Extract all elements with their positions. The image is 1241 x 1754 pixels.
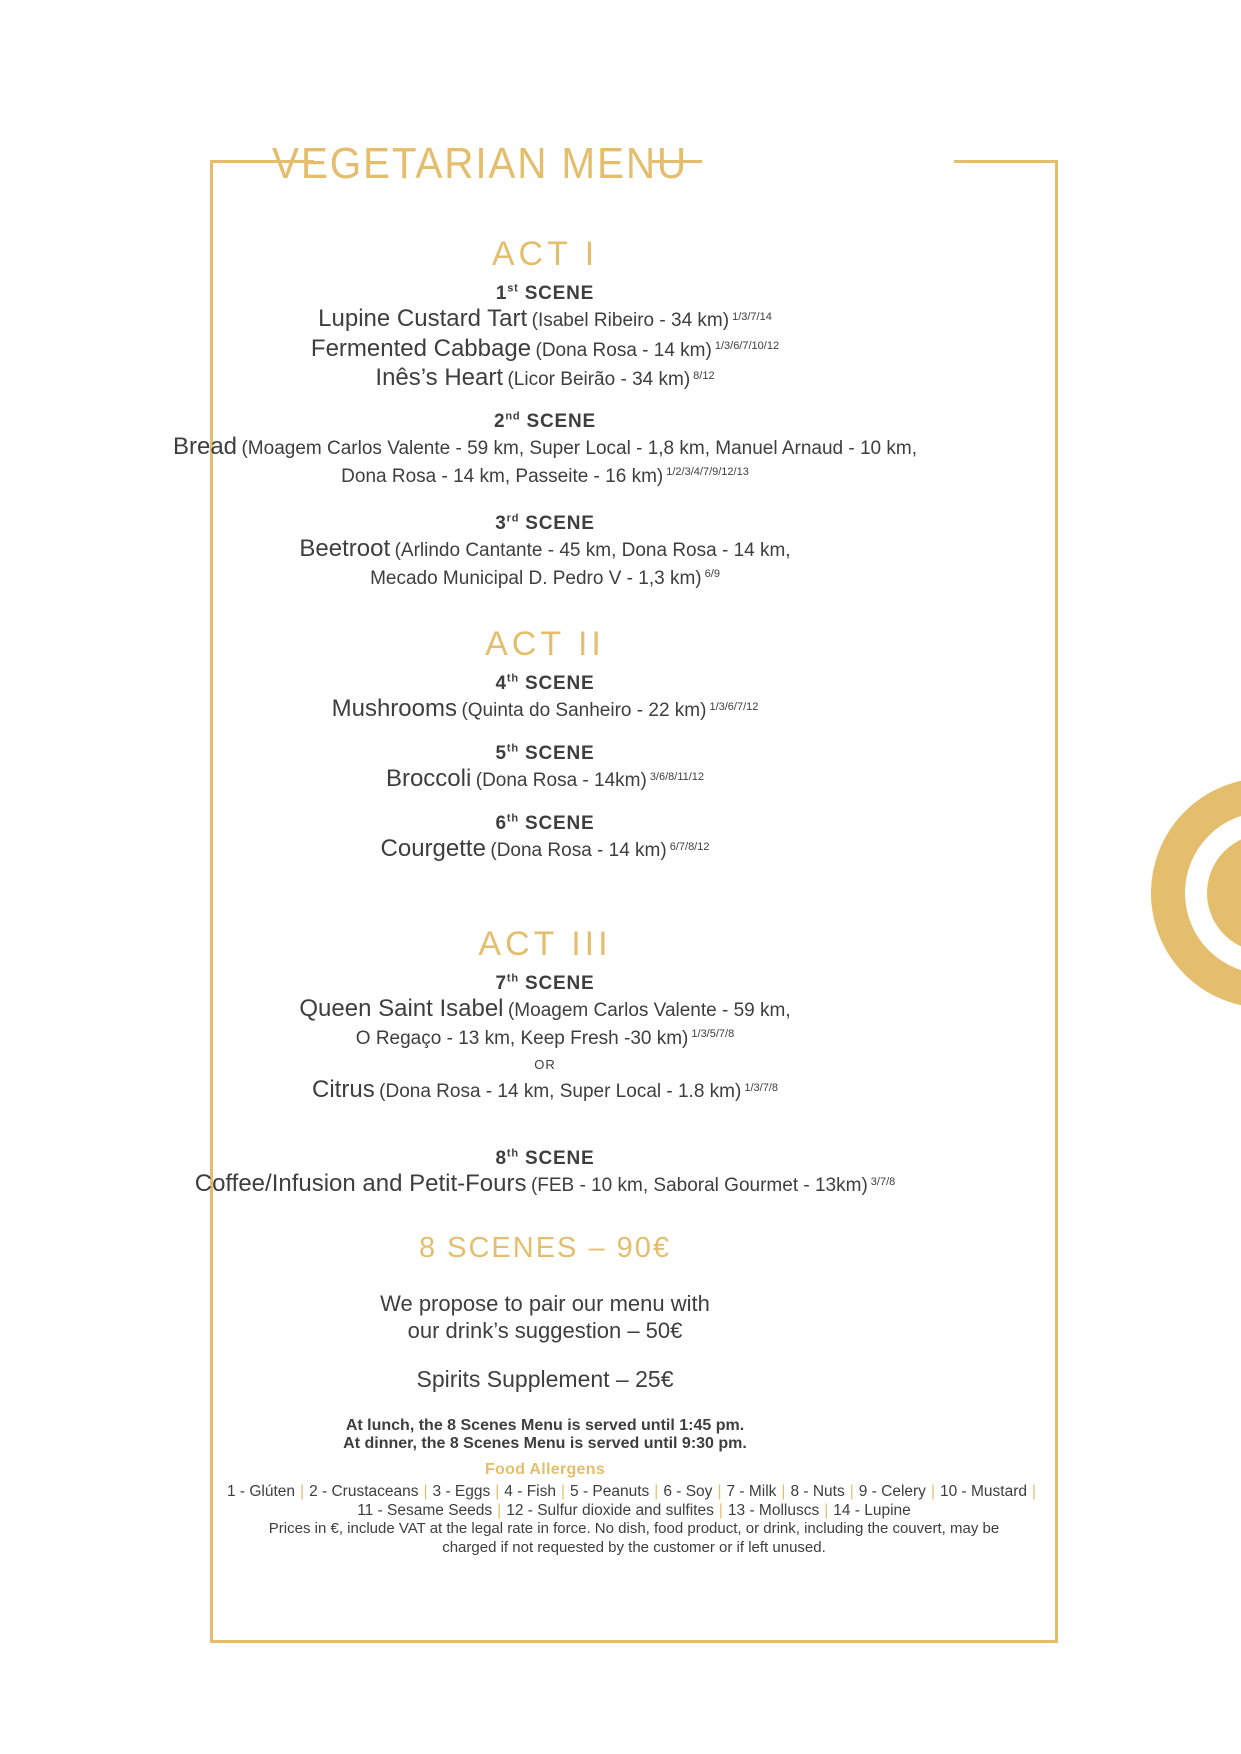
allergen-codes: 1/2/3/4/7/9/12/13 — [666, 466, 749, 479]
allergen-item: 3 - Eggs — [432, 1483, 491, 1500]
dish-name: Broccoli — [385, 765, 472, 792]
frame-top-right-segment — [954, 160, 1058, 163]
scene-header: 7th SCENE — [495, 972, 595, 994]
menu-item-line — [170, 996, 920, 1026]
scene-block — [170, 1147, 920, 1201]
allergen-item: 14 - Lupine — [833, 1502, 911, 1519]
dinner-note: At dinner, the 8 Scenes Menu is served until 9:30 pm. — [343, 1434, 747, 1452]
scene-block — [170, 282, 920, 395]
separator: | — [495, 1483, 500, 1500]
allergen-codes: 1/3/7/14 — [732, 310, 772, 323]
supplier-detail: (Moagem Carlos Valente - 59 km, — [507, 1000, 791, 1021]
act-heading: ACT III — [478, 925, 612, 963]
scene-block — [170, 742, 920, 796]
dish-name: Beetroot — [299, 535, 391, 562]
menu-item-line — [170, 836, 920, 866]
menu-item-line — [170, 1026, 920, 1054]
scene-header: 3rd SCENE — [495, 512, 595, 534]
supplier-detail: (Licor Beirão - 34 km) — [507, 369, 691, 390]
allergen-item: 4 - Fish — [504, 1483, 556, 1500]
allergen-codes: 3/6/8/11/12 — [649, 770, 705, 783]
allergen-row-1 — [206, 1482, 1062, 1501]
allergen-item: 2 - Crustaceans — [309, 1483, 419, 1500]
page-title: VEGETARIAN MENU — [272, 139, 688, 188]
menu-item-line — [170, 336, 920, 366]
dish-name: Bread — [172, 433, 238, 460]
allergen-item: 1 - Glúten — [226, 1483, 296, 1500]
allergen-codes: 1/3/7/8 — [744, 1081, 778, 1094]
allergen-codes: 6/7/8/12 — [669, 840, 710, 853]
supplier-detail: (Arlindo Cantante - 45 km, Dona Rosa - 14 km, — [394, 540, 791, 561]
menu-item-line — [75, 434, 1015, 464]
menu-item-line — [170, 766, 920, 796]
dish-name: Inês’s Heart — [375, 364, 504, 391]
allergen-item: 11 - Sesame Seeds — [357, 1502, 493, 1519]
dish-name: Courgette — [380, 835, 486, 862]
pairing-line-2: our drink’s suggestion – 50€ — [407, 1318, 683, 1343]
dish-name: Coffee/Infusion and Petit-Fours — [194, 1170, 527, 1197]
menu-item-line — [170, 365, 920, 395]
menu-item-line — [170, 306, 920, 336]
separator: | — [1031, 1483, 1037, 1500]
separator: | — [930, 1483, 935, 1500]
supplier-detail: (Moagem Carlos Valente - 59 km, Super Local - 1,8 km, Manuel Arnaud - 10 km, — [241, 438, 917, 459]
dish-name: Citrus — [312, 1076, 375, 1103]
supplier-detail: (Dona Rosa - 14km) — [475, 770, 647, 791]
scene-block — [170, 672, 920, 726]
separator: | — [423, 1483, 428, 1500]
allergen-item: 5 - Peanuts — [570, 1483, 650, 1500]
separator: | — [718, 1502, 723, 1519]
separator: | — [849, 1483, 854, 1500]
scene-block — [170, 512, 920, 593]
allergen-codes: 1/3/6/7/10/12 — [714, 340, 780, 353]
act-heading: ACT I — [491, 235, 599, 273]
allergen-item: 9 - Celery — [858, 1483, 926, 1500]
allergen-item: 13 - Molluscs — [727, 1502, 820, 1519]
menu-item-line — [170, 1077, 920, 1107]
allergen-item: 6 - Soy — [663, 1483, 713, 1500]
separator: | — [717, 1483, 722, 1500]
fine-print — [206, 1482, 1062, 1557]
service-notes — [170, 1417, 920, 1452]
menu-price: 8 SCENES – 90€ — [418, 1232, 672, 1264]
supplier-detail: (Quinta do Sanheiro - 22 km) — [461, 700, 707, 721]
dish-name: Fermented Cabbage — [310, 334, 532, 362]
allergen-codes: 6/9 — [704, 568, 720, 581]
scene-header: 4th SCENE — [495, 672, 595, 694]
allergen-item: 10 - Mustard — [939, 1483, 1027, 1500]
allergen-codes: 3/7/8 — [870, 1175, 896, 1188]
allergen-codes: 8/12 — [693, 369, 715, 382]
scene-header: 5th SCENE — [495, 742, 595, 764]
scene-block — [170, 812, 920, 866]
supplier-detail: Mecado Municipal D. Pedro V - 1,3 km) — [370, 567, 702, 589]
act-heading: ACT II — [485, 625, 605, 663]
allergen-item: 8 - Nuts — [790, 1483, 845, 1500]
allergen-row-2 — [206, 1501, 1062, 1520]
supplier-detail: O Regaço - 13 km, Keep Fresh -30 km) — [355, 1027, 689, 1049]
allergen-codes: 1/3/6/7/12 — [709, 700, 759, 713]
pairing-line-1: We propose to pair our menu with — [380, 1291, 710, 1316]
disclaimer-line-1: Prices in €, include VAT at the legal rate in force. No dish, food product, or drink, including the couvert, may be — [268, 1520, 1000, 1537]
supplier-detail: (Dona Rosa - 14 km) — [535, 339, 712, 361]
scene-header: 6th SCENE — [495, 812, 595, 834]
scene-block — [170, 410, 920, 491]
supplier-detail: (Isabel Ribeiro - 34 km) — [531, 310, 730, 331]
dish-name: Lupine Custard Tart — [318, 305, 528, 332]
scene-header: 8th SCENE — [495, 1147, 595, 1169]
menu-item-line — [170, 696, 920, 726]
spirits-supplement: Spirits Supplement – 25€ — [416, 1366, 674, 1392]
brand-logo — [1051, 778, 1241, 1008]
frame-bottom-border — [210, 1640, 1058, 1643]
allergen-item: 12 - Sulfur dioxide and sulfites — [506, 1502, 714, 1519]
supplier-detail: (Dona Rosa - 14 km, Super Local - 1.8 km) — [379, 1081, 742, 1102]
allergen-item: 7 - Milk — [726, 1483, 777, 1500]
supplier-detail: Dona Rosa - 14 km, Passeite - 16 km) — [341, 465, 664, 487]
allergens-heading: Food Allergens — [484, 1461, 606, 1478]
dish-name: Mushrooms — [331, 695, 457, 722]
separator: | — [781, 1483, 786, 1500]
disclaimer-line-2: charged if not requested by the customer or if left unused. — [442, 1538, 826, 1556]
or-separator: OR — [534, 1057, 556, 1072]
separator: | — [824, 1502, 829, 1519]
pricing-disclaimer — [206, 1520, 1062, 1557]
lunch-note: At lunch, the 8 Scenes Menu is served until 1:45 pm. — [345, 1417, 745, 1434]
menu-item-line — [170, 464, 920, 492]
supplier-detail: (FEB - 10 km, Saboral Gourmet - 13km) — [530, 1175, 868, 1196]
dish-name: Queen Saint Isabel — [299, 995, 504, 1022]
scene-block — [170, 972, 920, 1107]
supplier-detail: (Dona Rosa - 14 km) — [490, 840, 667, 861]
pairing-note — [170, 1290, 920, 1344]
scene-header: 2nd SCENE — [494, 410, 596, 432]
scene-header: 1st SCENE — [495, 282, 595, 304]
separator: | — [560, 1483, 566, 1500]
menu-item-line — [170, 536, 920, 566]
menu-item-line — [170, 566, 920, 594]
separator: | — [497, 1502, 502, 1519]
menu-item-line — [75, 1171, 1015, 1201]
separator: | — [654, 1483, 659, 1500]
allergen-codes: 1/3/5/7/8 — [691, 1028, 735, 1041]
separator: | — [300, 1483, 305, 1500]
